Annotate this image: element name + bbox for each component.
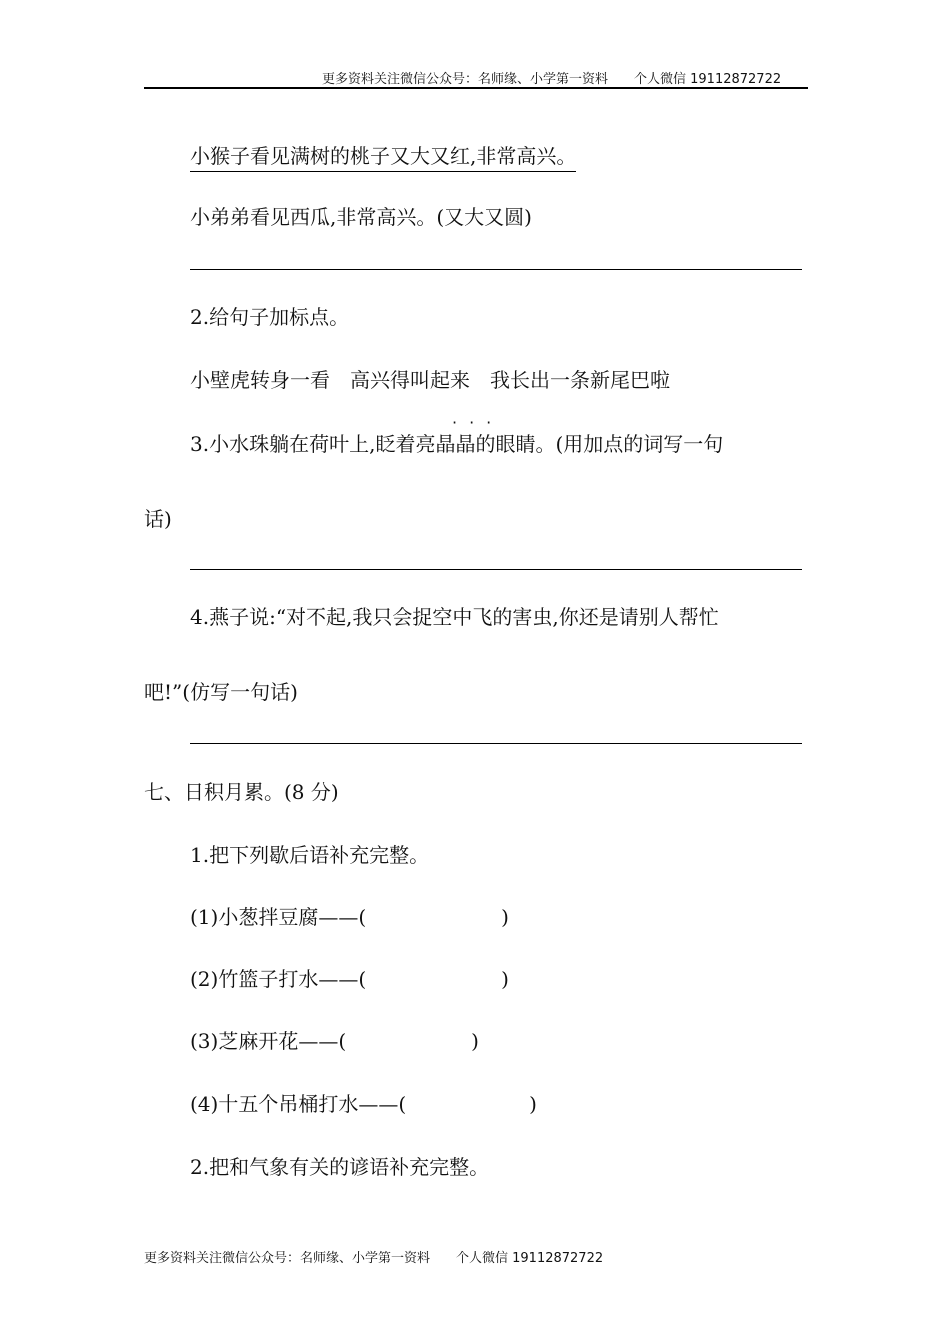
xiehouyu-item-1 [190, 901, 509, 930]
xiehouyu-item-4 [190, 1088, 537, 1117]
example-sentence [190, 140, 576, 169]
item-close: ) [501, 905, 509, 929]
xiehouyu-item-2 [190, 963, 509, 992]
section7-sub1: 1.把下列歇后语补充完整。 [190, 843, 430, 867]
q4-line1: 4.燕子说:“对不起,我只会捉空中飞的害虫,你还是请别人帮忙 [190, 605, 719, 629]
q1-prompt: 小弟弟看见西瓜,非常高兴。(又大又圆) [190, 205, 532, 229]
q1-answer-line[interactable] [190, 269, 802, 270]
section7-title: 七、日积月累。(8 分) [144, 780, 339, 804]
q3-line2: 话) [144, 507, 172, 531]
emphasis-dots: ··· [452, 413, 504, 432]
page-header: 更多资料关注微信公众号：名师缘、小学第一资料 个人微信 19112872722 [322, 72, 782, 87]
page-footer: 更多资料关注微信公众号：名师缘、小学第一资料 个人微信 19112872722 [144, 1251, 604, 1266]
q2-sentence: 小壁虎转身一看 高兴得叫起来 我长出一条新尾巴啦 [190, 368, 670, 392]
item-close: ) [501, 967, 509, 991]
item-open: (2)竹篮子打水——( [190, 967, 367, 991]
q2-title: 2.给句子加标点。 [190, 305, 350, 329]
q3-answer-line[interactable] [190, 569, 802, 570]
item-open: (1)小葱拌豆腐——( [190, 905, 367, 929]
q4-answer-line[interactable] [190, 743, 802, 744]
item-open: (3)芝麻开花——( [190, 1029, 347, 1053]
xiehouyu-item-3 [190, 1025, 479, 1054]
section7-sub2: 2.把和气象有关的谚语补充完整。 [190, 1155, 490, 1179]
example-text: 小猴子看见满树的桃子又大又红,非常高兴。 [190, 144, 576, 172]
q4-line2: 吧!”(仿写一句话) [144, 680, 298, 704]
q3-line1: 3.小水珠躺在荷叶上,眨着亮晶晶的眼睛。(用加点的词写一句 [190, 432, 724, 456]
item-close: ) [529, 1092, 537, 1116]
item-open: (4)十五个吊桶打水——( [190, 1092, 407, 1116]
header-rule [144, 87, 808, 89]
item-close: ) [471, 1029, 479, 1053]
